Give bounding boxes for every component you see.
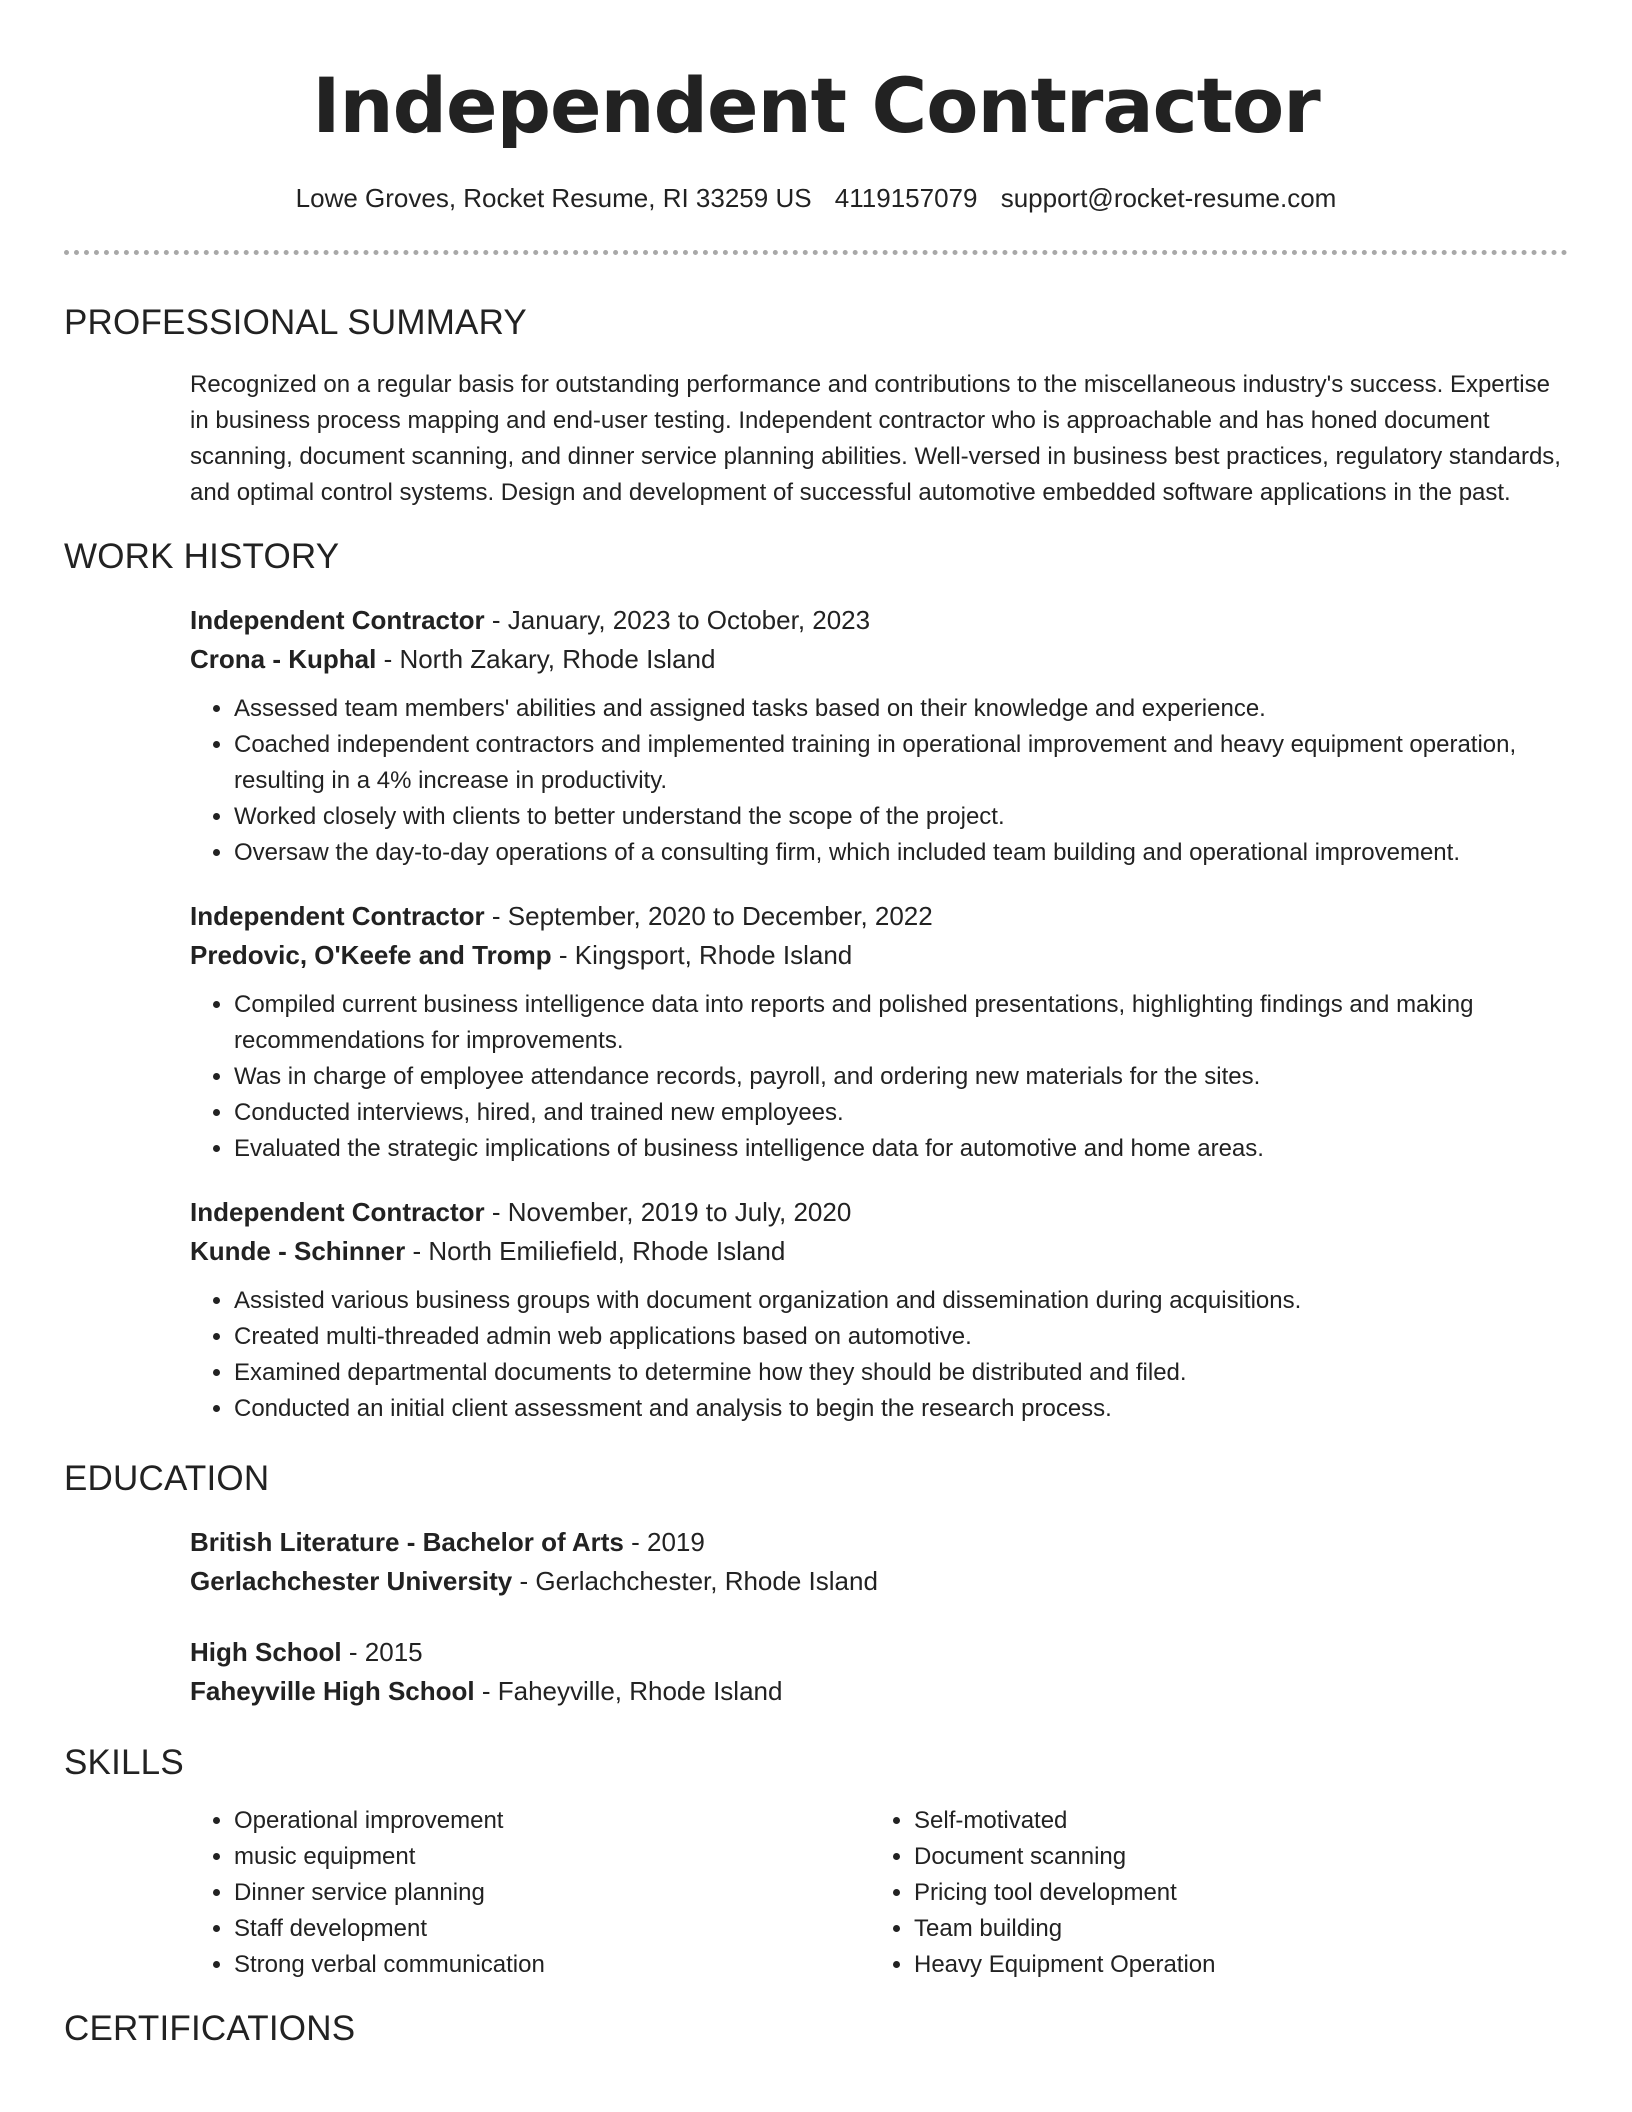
contact-email: support@rocket-resume.com [1000,183,1337,213]
job-bullets [190,691,1568,871]
contact-address: Lowe Groves, Rocket Resume, RI 33259 US [295,183,812,213]
job-bullet: • Coached independent contractors and implemented training in operational improvement and heavy equipment operation, resulting in a 4% increase in productivity. [234,727,1568,799]
job-role: Independent Contractor [190,901,485,931]
skill-item: • Strong verbal communication [234,1947,870,1983]
summary-heading: PROFESSIONAL SUMMARY [64,303,527,342]
job-location: - North Zakary, Rhode Island [376,644,716,674]
skill-item: • music equipment [234,1839,870,1875]
work-history-heading: WORK HISTORY [64,537,340,576]
job-dates: - November, 2019 to July, 2020 [484,1197,852,1227]
education-list [190,1523,1568,1711]
job-bullet: • Compiled current business intelligence data into reports and polished presentations, highlighting findings and making recommendations for improvements. [234,987,1568,1059]
education-year: - 2015 [341,1637,423,1667]
skill-item: • Document scanning [914,1839,1550,1875]
education-heading: EDUCATION [64,1459,270,1498]
header-divider [64,250,1568,255]
job-location: - North Emiliefield, Rhode Island [405,1236,786,1266]
job-role: Independent Contractor [190,1197,485,1227]
job-bullet: • Worked closely with clients to better understand the scope of the project. [234,799,1568,835]
job-company: Kunde - Schinner [190,1236,406,1266]
job-bullet: • Assisted various business groups with document organization and dissemination during acquisitions. [234,1283,1568,1319]
job-bullet: • Created multi-threaded admin web applications based on automotive. [234,1319,1568,1355]
job-entry [190,897,1568,1167]
summary-text: Recognized on a regular basis for outstanding performance and contributions to the miscellaneous industry's success. Expertise in business process mapping and end-user testing. Independent contractor who is approachable and has honed document scanning, document scanning, and dinner service planning abilities. Well-versed in business best practices, regulatory standards, and optimal control systems. Design and development of successful automotive embedded software applications in the past. [190,371,1561,506]
skill-item: • Heavy Equipment Operation [914,1947,1550,1983]
education-school: Faheyville High School [190,1676,475,1706]
job-role: Independent Contractor [190,605,485,635]
skill-item: • Staff development [234,1911,870,1947]
contact-line [64,180,1568,216]
job-bullet: • Examined departmental documents to determine how they should be distributed and filed. [234,1355,1568,1391]
education-degree: British Literature - Bachelor of Arts [190,1527,624,1557]
resume-name: Independent Contractor [312,61,1320,150]
job-dates: - September, 2020 to December, 2022 [484,901,933,931]
education-location: - Faheyville, Rhode Island [474,1676,783,1706]
skills-grid [190,1803,1568,1983]
certifications-heading: CERTIFICATIONS [64,2009,356,2048]
job-entry [190,1193,1568,1427]
job-bullet: • Conducted interviews, hired, and trained new employees. [234,1095,1568,1131]
education-school: Gerlachchester University [190,1566,513,1596]
job-bullet: • Oversaw the day-to-day operations of a consulting firm, which included team building and operational improvement. [234,835,1568,871]
job-bullets [190,987,1568,1167]
job-dates: - January, 2023 to October, 2023 [484,605,871,635]
job-bullet: • Evaluated the strategic implications of business intelligence data for automotive and home areas. [234,1131,1568,1167]
skill-item: • Self-motivated [914,1803,1550,1839]
education-location: - Gerlachchester, Rhode Island [512,1566,878,1596]
job-bullet: • Assessed team members' abilities and assigned tasks based on their knowledge and experience. [234,691,1568,727]
skills-column-left [190,1803,870,1983]
job-bullet: • Conducted an initial client assessment and analysis to begin the research process. [234,1391,1568,1427]
job-entry [190,601,1568,871]
work-history-list [190,601,1568,1427]
education-entry [190,1523,1568,1601]
education-year: - 2019 [623,1527,705,1557]
education-degree: High School [190,1637,342,1667]
skill-item: • Team building [914,1911,1550,1947]
skills-heading: SKILLS [64,1743,184,1782]
job-bullet: • Was in charge of employee attendance records, payroll, and ordering new materials for the sites. [234,1059,1568,1095]
education-entry [190,1633,1568,1711]
skills-column-right [870,1803,1550,1983]
skill-item: • Pricing tool development [914,1875,1550,1911]
job-bullets [190,1283,1568,1427]
job-location: - Kingsport, Rhode Island [551,940,853,970]
skill-item: • Operational improvement [234,1803,870,1839]
job-company: Crona - Kuphal [190,644,377,674]
job-company: Predovic, O'Keefe and Tromp [190,940,552,970]
contact-phone: 4119157079 [834,183,978,213]
skill-item: • Dinner service planning [234,1875,870,1911]
